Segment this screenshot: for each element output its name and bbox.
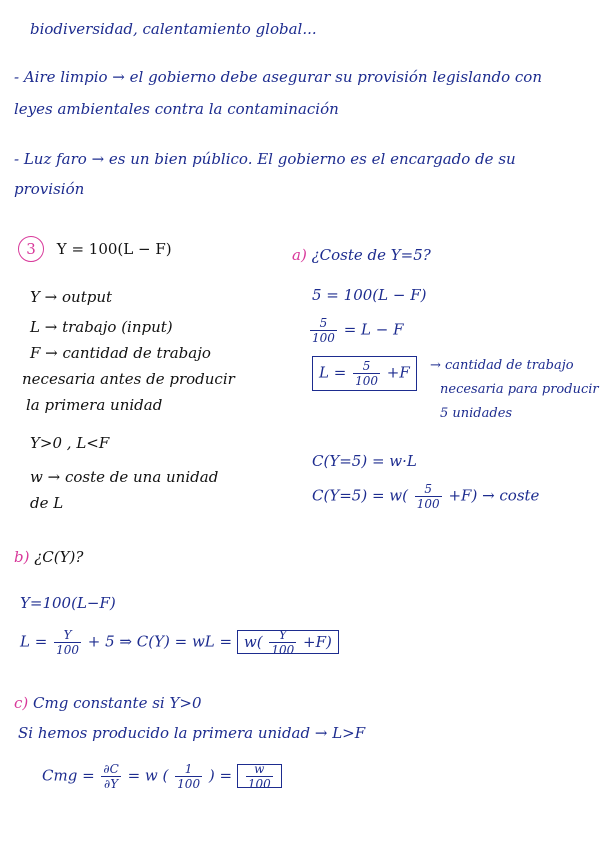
line-leyes: leyes ambientales contra la contaminación (14, 100, 339, 118)
question-number: 3 (18, 236, 44, 262)
part-b-question (14, 548, 83, 566)
part-a-text: ¿Coste de Y=5? (311, 246, 431, 264)
def-6: Y>0 , L<F (30, 434, 110, 452)
part-a-result-box: L = $\frac{5}{100}$ +F (312, 356, 417, 391)
def-1: Y → output (30, 288, 113, 306)
def-4: necesaria antes de producir (22, 370, 235, 388)
part-a-note-2: necesaria para producir (440, 382, 599, 397)
part-b-label: b) (14, 548, 30, 566)
def-8: de L (30, 494, 64, 512)
line-aire-limpio: - Aire limpio → el gobierno debe asegurar su provisión legislando con (14, 68, 542, 86)
fraction: $\frac{5}{100}$ (312, 316, 335, 345)
part-a-step-1: 5 = 100(L − F) (312, 286, 427, 304)
part-c-text: Cmg constante si Y>0 (33, 694, 202, 712)
part-a-question (292, 246, 431, 264)
line-biodiversidad: biodiversidad, calentamiento global... (30, 20, 317, 38)
part-a-cost-1: C(Y=5) = w·L (312, 452, 417, 470)
part-c-step-2: Cmg = $\frac{\partial C}{\partial Y}$ = w ( $\frac{1}{100}$ ) = $\frac{w}{100}$ (42, 762, 282, 791)
question-3-header (18, 236, 172, 262)
def-7: w → coste de una unidad (30, 468, 219, 486)
part-a-note-3: 5 unidades (440, 406, 513, 421)
line-provision: provisión (14, 180, 85, 198)
part-b-step-2: L = $\frac{Y}{100}$ + 5 ⇒ C(Y) = wL = w( $\frac{Y}{100}$ +F) (20, 628, 339, 657)
part-a-label: a) (292, 246, 307, 264)
production-function: Y = 100(L − F) (56, 240, 172, 258)
part-c-label: c) (14, 694, 29, 712)
part-b-text: ¿C(Y)? (34, 548, 84, 566)
part-c-step-1: Si hemos producido la primera unidad → L>F (18, 724, 366, 742)
part-a-step-2: $\frac{5}{100}$ = L − F (312, 316, 404, 345)
part-b-result-box: w( $\frac{Y}{100}$ +F) (237, 630, 339, 654)
def-2: L → trabajo (input) (30, 318, 173, 336)
part-c-question (14, 694, 202, 712)
part-c-result-box: $\frac{w}{100}$ (237, 764, 282, 788)
part-a-note-1: → cantidad de trabajo (430, 358, 574, 373)
part-b-step-1: Y=100(L−F) (20, 594, 116, 612)
line-luz-faro: - Luz faro → es un bien público. El gobierno es el encargado de su (14, 150, 516, 168)
def-5: la primera unidad (26, 396, 163, 414)
part-a-cost-2: C(Y=5) = w( $\frac{5}{100}$ +F) → coste (312, 482, 540, 511)
def-3: F → cantidad de trabajo (30, 344, 211, 362)
